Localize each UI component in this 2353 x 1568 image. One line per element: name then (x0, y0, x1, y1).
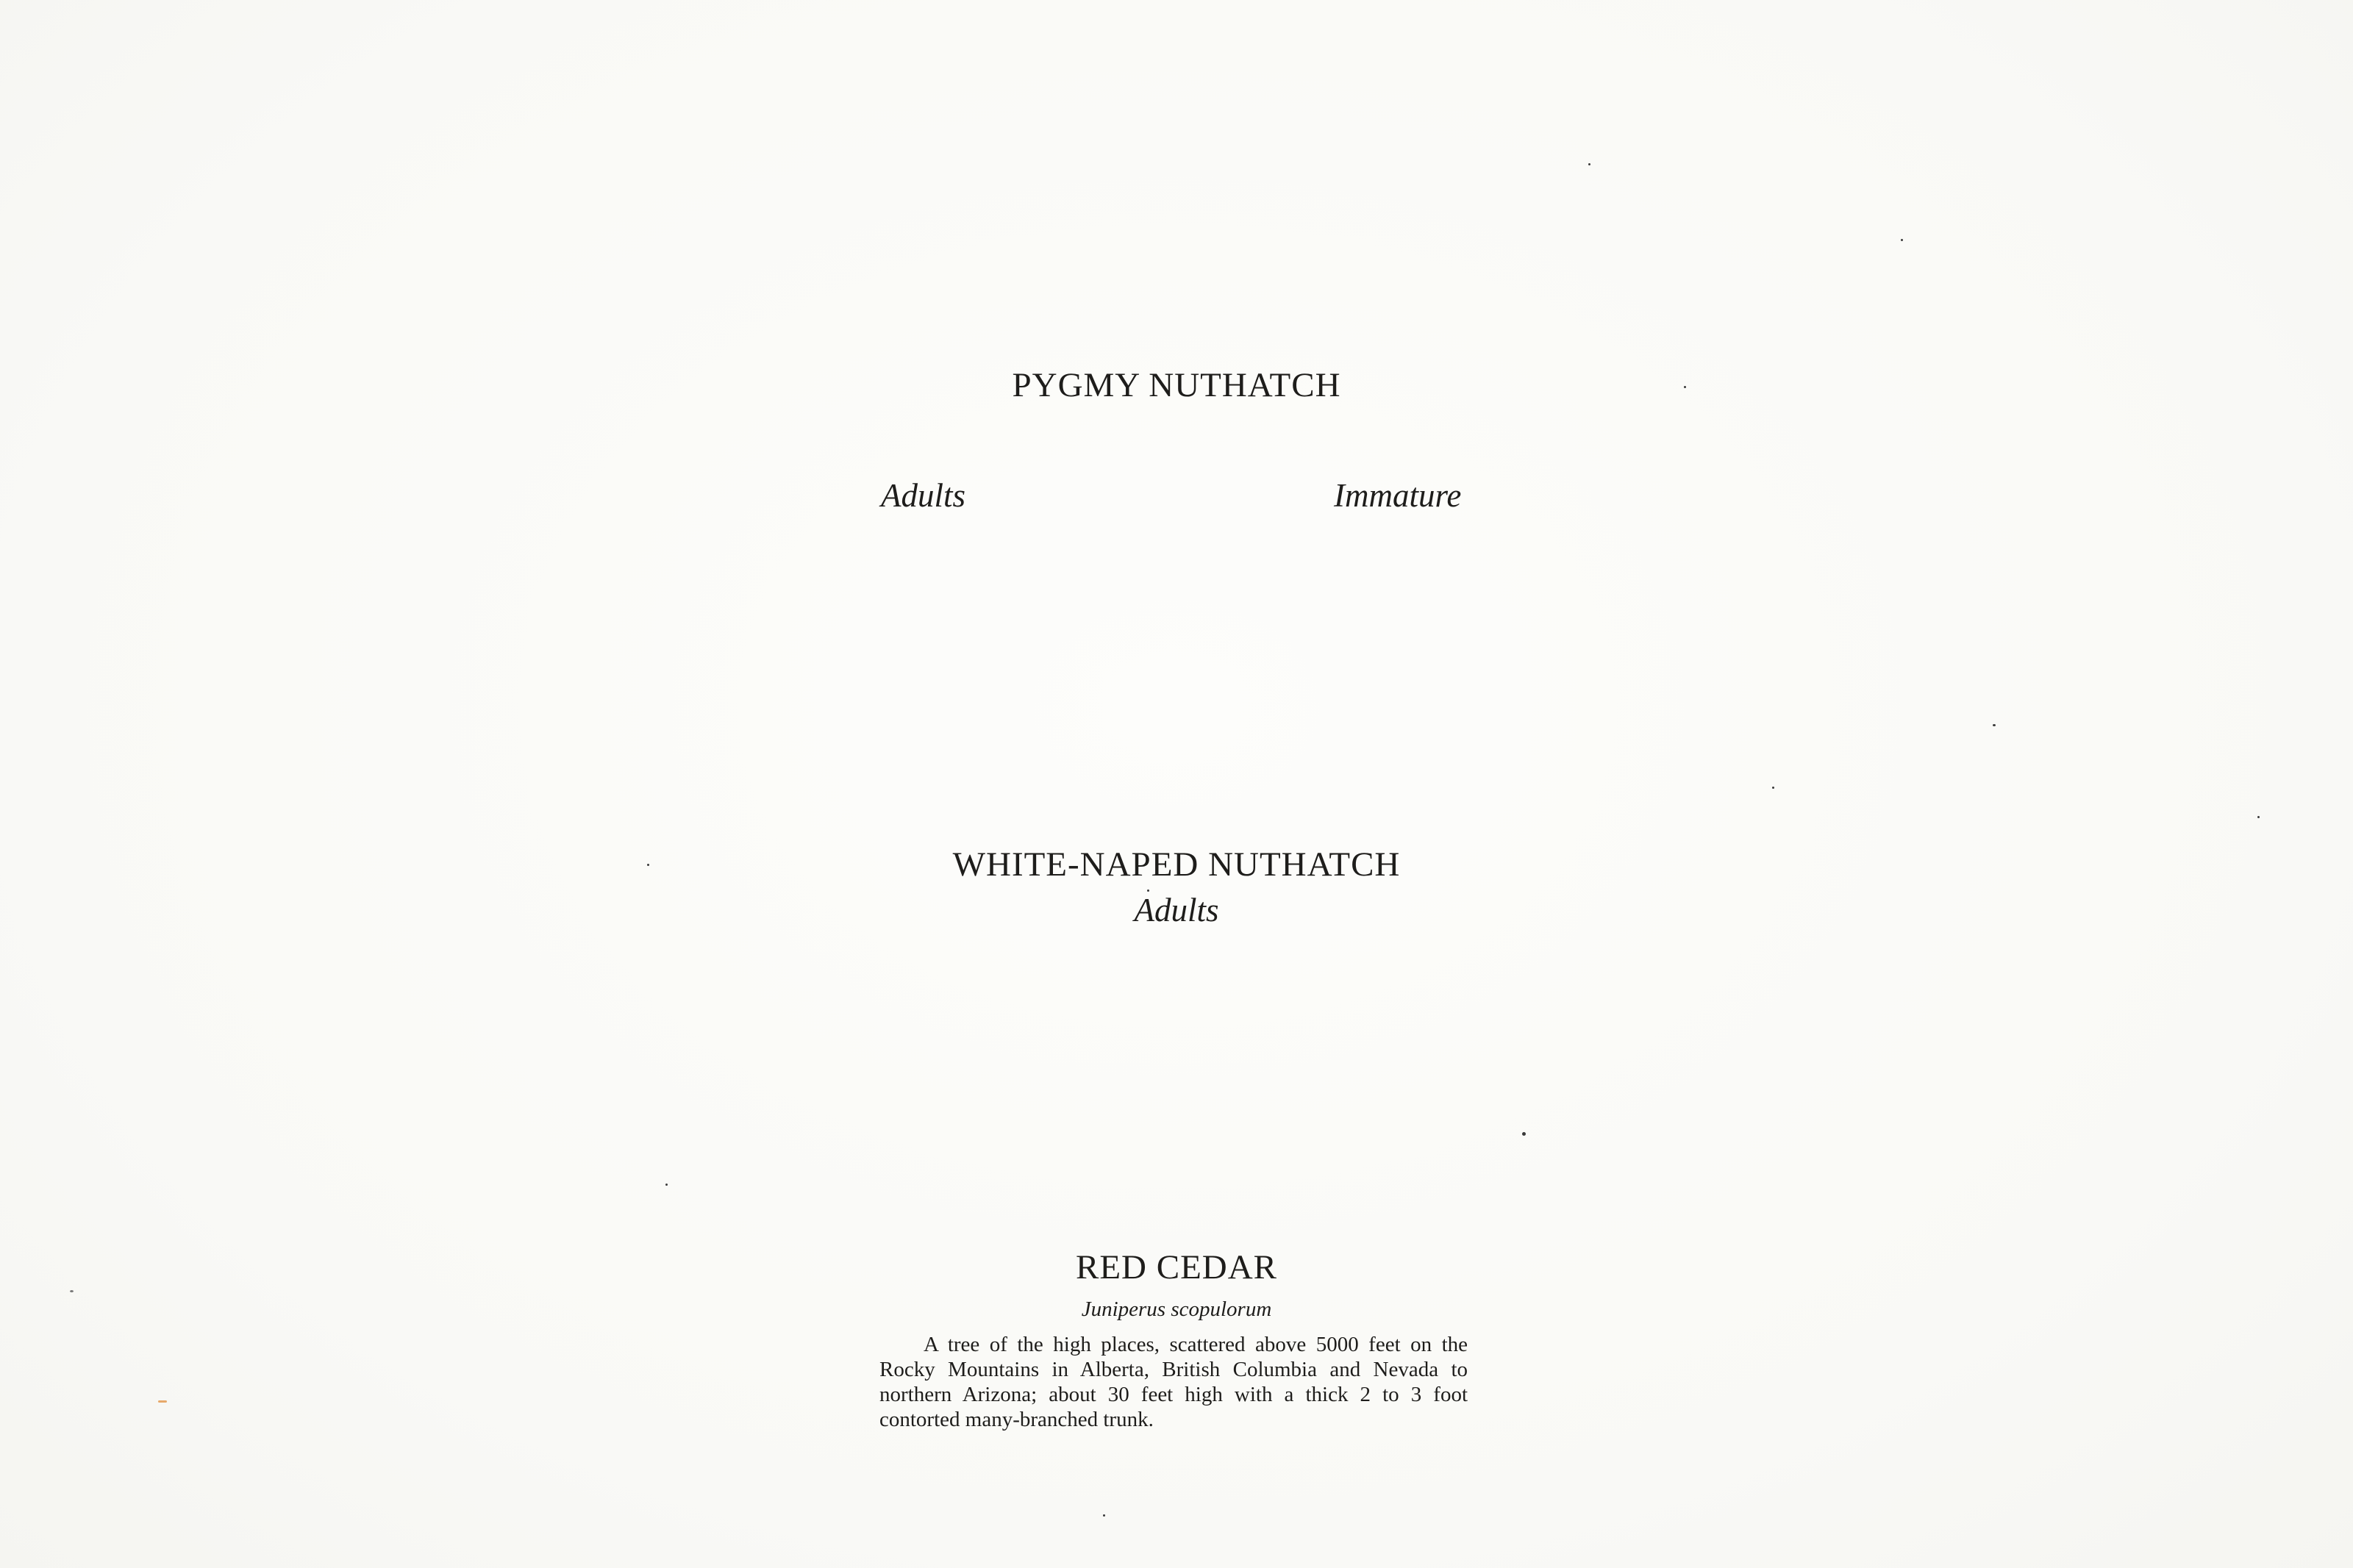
pygmy-nuthatch-adults-caption: Adults (881, 477, 966, 514)
paper-speck (647, 864, 649, 866)
paper-speck (70, 1290, 74, 1292)
white-naped-nuthatch-title: WHITE-NAPED NUTHATCH (952, 845, 1401, 884)
red-cedar-scientific-name: Juniperus scopulorum (1081, 1297, 1272, 1321)
paper-speck (158, 1400, 167, 1403)
red-cedar-description: A tree of the high places, scattered above 5000 feet on the Rocky Mountains in Alberta, British Columbia and Nevada to northern Arizona; about 30 feet high with a thick 2 to 3 foot contorted many-branched trunk. (879, 1333, 1468, 1431)
paper-speck (1522, 1132, 1526, 1136)
red-cedar-title: RED CEDAR (1075, 1248, 1278, 1286)
paper-speck (1901, 239, 1903, 241)
pygmy-nuthatch-title: PYGMY NUTHATCH (1012, 366, 1341, 404)
paper-speck (1588, 163, 1590, 165)
pygmy-nuthatch-immature-caption: Immature (1334, 477, 1462, 514)
paper-speck (1103, 1514, 1105, 1517)
paper-speck (1993, 724, 1996, 726)
paper-speck (1772, 787, 1774, 789)
paper-speck (665, 1184, 668, 1186)
paper-speck (1147, 889, 1149, 892)
paper-speck (1684, 386, 1686, 388)
white-naped-nuthatch-adults-caption: Adults (1134, 892, 1219, 928)
paper-speck (2257, 816, 2260, 818)
